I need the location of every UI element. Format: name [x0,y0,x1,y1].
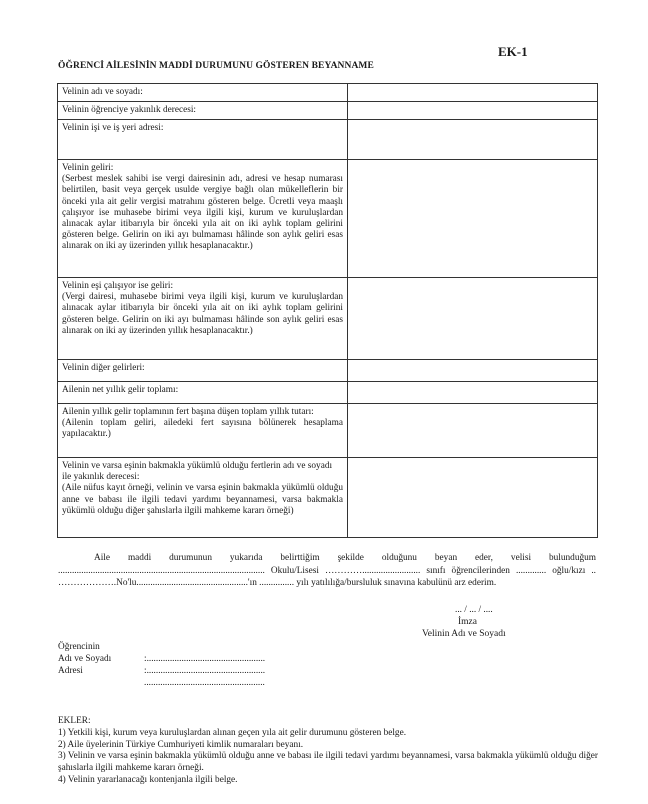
row-value-field[interactable] [348,120,598,160]
row-note: (Ailenin toplam geliri, ailedeki fert sayısına bölünerek hesaplama yapılacaktır.) [62,418,343,440]
attachment-item: 2) Aile üyelerinin Türkiye Cumhuriyeti kimlik numaraları beyanı. [58,739,304,750]
row-value-field[interactable] [348,102,598,120]
row-label-cell [58,404,348,458]
signature-date: ... / ... / .... [455,605,493,615]
student-field-row [58,665,344,677]
declaration-table [57,83,598,538]
row-value-field[interactable] [348,458,598,538]
row-label-cell [58,278,348,360]
table-row [58,84,598,102]
row-value-field[interactable] [348,278,598,360]
row-label-cell [58,458,348,538]
table-row [58,382,598,404]
row-title: Ailenin yıllık gelir toplamının fert başına düşen toplam yıllık tutarı: [62,407,314,417]
attachment-item: 4) Velinin yararlanacağı kontenjanla ilgili belge. [58,774,238,785]
table-row [58,278,598,360]
attachments-heading: EKLER: [58,716,91,726]
row-title: Velinin eşi çalışıyor ise geliri: [62,281,174,291]
declaration-statement: Aile maddi durumunun yukarıda belirttiğim şekilde olduğunu beyan eder, velisi bulunduğum ......................................................................................... Okulu/Lisesi …………......................... sınıfı öğrencilerinden ............. oğlu/kızı .. ……………….No'lu................................................'ın ............... yılı yatılılığa/bursluluk sınavına kabulünü arz ederim. [58,553,596,589]
row-title: Ailenin net yıllık gelir toplamı: [62,385,179,395]
row-label-cell [58,102,348,120]
row-title: Velinin geliri: [62,163,114,173]
table-row [58,102,598,120]
row-label-cell [58,360,348,382]
student-name-field[interactable]: :................................................... [144,654,266,664]
signature-label: İmza [458,617,477,627]
table-row [58,404,598,458]
student-heading: Öğrencinin [58,642,100,652]
row-value-field[interactable] [348,84,598,102]
row-value-field[interactable] [348,382,598,404]
attachments-list [58,716,598,787]
row-title: Velinin işi ve iş yeri adresi: [62,123,164,133]
row-title: Velinin öğrenciye yakınlık derecesi: [62,105,196,115]
student-field-row [58,653,344,665]
page-title: ÖĞRENCİ AİLESİNİN MADDİ DURUMUNU GÖSTEREN BEYANNAME [58,61,374,71]
student-address-key: Adresi [58,666,83,676]
row-note: (Vergi dairesi, muhasebe birimi veya ilgili kişi, kurum ve kuruluşlardan alınacak aylar itibarıyla bir önceki yıla ait on iki aylık toplam gelirini gösteren belge. Gelirin on iki ayı bulmaması hâlinde son aylık geliri esas alınarak on iki ay üzerinden yıllık hesaplanacaktır.) [62,292,343,336]
student-field-row [58,677,344,689]
row-value-field[interactable] [348,360,598,382]
row-note: (Aile nüfus kayıt örneği, velinin ve varsa eşinin bakmakla yükümlü olduğu anne ve babası ile ilgili tedavi yardımı beyannamesi, varsa bakmakla yükümlü olduğu diğer şahıslarla ilgili mahkeme kararı örneği) [62,483,343,516]
row-title: Velinin ve varsa eşinin bakmakla yükümlü olduğu fertlerin adı ve soyadı ile yakınlık derecesi: [62,461,333,483]
student-address-field[interactable]: :................................................... [144,666,266,676]
attachment-item: 1) Yetkili kişi, kurum veya kuruluşlardan alınan geçen yıla ait gelir durumunu gösteren belge. [58,727,407,738]
row-label-cell [58,382,348,404]
student-name-key: Adı ve Soyadı [58,654,112,664]
row-label-cell [58,84,348,102]
row-label-cell [58,160,348,278]
student-address-field-continued[interactable]: .................................................... [144,678,265,688]
student-address-key-continued [58,677,144,689]
student-info [58,641,344,689]
row-title: Velinin diğer gelirleri: [62,363,145,373]
attachment-item: 3) Velinin ve varsa eşinin bakmakla yükümlü olduğu anne ve babası ile ilgili tedavi yardımı beyannamesi, varsa bakmakla yükümlü olduğu diğer şahıslarla ilgili mahkeme kararı örneği. [58,751,598,774]
row-value-field[interactable] [348,404,598,458]
table-row [58,458,598,538]
row-label-cell [58,120,348,160]
annex-label: EK-1 [498,44,528,59]
guardian-name-label: Velinin Adı ve Soyadı [422,629,506,639]
table-row [58,360,598,382]
row-note: (Serbest meslek sahibi ise vergi dairesinin adı, adresi ve hesap numarası belirtilen, basit veya gerçek usulde vergiye bağlı olan mükelleflerin bir önceki yıla ait gelir vergisi matrahını gösteren belge. Ücretli veya maaşlı çalışıyor ise muhasebe birimi veya ilgili kişi, kurum ve kuruluşlardan alınacak aylar itibarıyla bir önceki yıla ait on iki aylık toplam gelirini gösteren belge. Gelirin on iki ayı bulmaması hâlinde son aylık geliri esas alınarak on iki ay üzerinden yıllık hesaplanacaktır.) [62,174,343,252]
table-row [58,120,598,160]
table-row [58,160,598,278]
row-value-field[interactable] [348,160,598,278]
row-title: Velinin adı ve soyadı: [62,87,143,97]
